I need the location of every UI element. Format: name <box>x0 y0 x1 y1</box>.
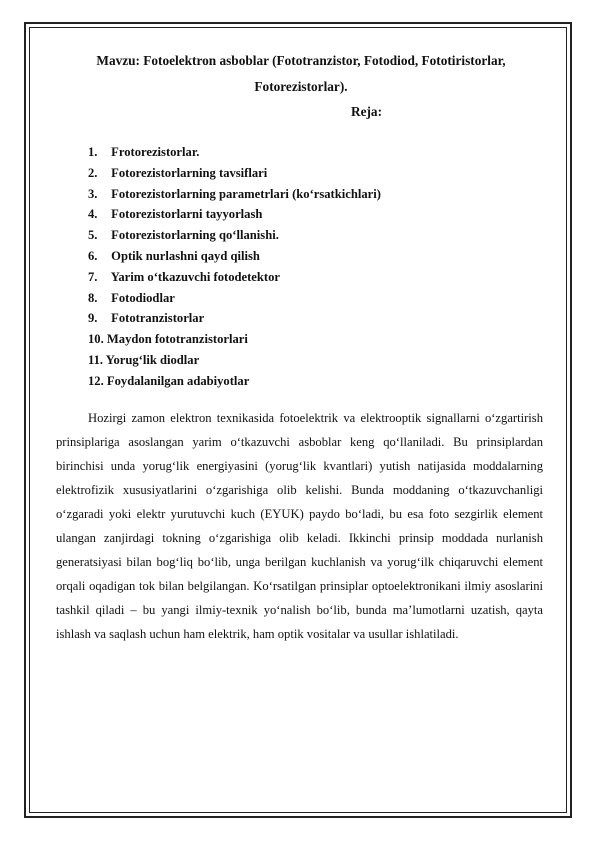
toc-item <box>88 308 546 329</box>
intro-paragraph: Hozirgi zamon elektron texnikasida fotoelektrik va elektrooptik signallarni oʻzgartirish prinsiplariga asoslangan yarim oʻtkazuvchi asboblar keng qoʻllaniladi. Bu prinsiplardan birinchisi unda yorugʻlik energiyasini (yorugʻlik kvantlari) yutish natijasida moddalarning elektrofizik xususiyatlarini oʻzgarishiga olib kelishi. Bunda moddaning oʻtkazuvchanligi oʻzgaradi yoki elektr yurutuvchi kuch (EYUK) paydo boʻladi, bu esa foto sezgirlik element ulangan zanjirdagi tokning oʻzgarishiga olib keladi. Ikkinchi prinsip moddada nurlanish generatsiyasi bilan bogʻliq boʻlib, unga berilgan kuchlanish va yorugʻilk chiqaruvchi element orqali oqadigan tok bilan belgilangan. Koʻrsatilgan prinsiplar optoelektronikani ilmiy asoslarini tashkil qiladi – bu yangi ilmiy-texnik yoʻnalish boʻlib, bunda maʼlumotlarni uzatish, qayta ishlash va saqlash uchun ham elektrik, ham optik vositalar va usullar ishlatiladi. <box>56 410 543 641</box>
toc-item <box>88 225 546 246</box>
toc-text: Yarim oʻtkazuvchi fotodetektor <box>110 269 280 284</box>
toc-item <box>88 246 546 267</box>
toc-number: 12. <box>88 373 104 388</box>
toc-text: Fotorezistorlarni tayyorlash <box>111 207 263 222</box>
title-line-1: Mavzu: Fotoelektron asboblar (Fototranzistor, Fotodiod, Fototiristorlar, <box>96 53 506 68</box>
toc-text: Fotorezistorlarning parametrlari (koʻrsatkichlari) <box>111 186 381 201</box>
toc-item <box>88 288 546 309</box>
toc-text: Fotorezistorlarning tavsiflari <box>111 165 268 180</box>
toc-item <box>88 142 546 163</box>
table-of-contents <box>88 142 546 392</box>
toc-number: 4. <box>88 207 98 222</box>
toc-number: 7. <box>88 269 98 284</box>
document-title <box>56 48 546 100</box>
document-body <box>56 48 546 658</box>
toc-number: 8. <box>88 290 98 305</box>
toc-text: Fotorezistorlarning qoʻllanishi. <box>111 228 279 243</box>
toc-text: Frotorezistorlar. <box>111 145 200 159</box>
toc-number: 10. <box>88 332 104 347</box>
toc-item <box>88 329 546 350</box>
toc-text: Yorugʻlik diodlar <box>105 352 200 367</box>
toc-text: Fototranzistorlar <box>111 311 205 326</box>
toc-item <box>88 204 546 225</box>
toc-number: 6. <box>88 248 98 263</box>
toc-item <box>88 350 546 371</box>
toc-item <box>88 371 546 392</box>
toc-number: 5. <box>88 228 98 243</box>
toc-item <box>88 267 546 288</box>
toc-item <box>88 163 546 184</box>
toc-number: 9. <box>88 311 98 326</box>
toc-number: 2. <box>88 165 98 180</box>
toc-text: Foydalanilgan adabiyotlar <box>106 373 250 388</box>
toc-number: 3. <box>88 186 98 201</box>
toc-text: Fotodiodlar <box>111 290 175 305</box>
toc-number: 1. <box>88 145 98 159</box>
plan-heading: Reja: <box>350 104 382 119</box>
toc-item <box>88 184 546 205</box>
toc-text: Optik nurlashni qayd qilish <box>111 248 260 263</box>
toc-text: Maydon fototranzistorlari <box>106 332 248 347</box>
title-line-2: Fotorezistorlar). <box>254 79 348 94</box>
toc-number: 11. <box>88 352 104 367</box>
